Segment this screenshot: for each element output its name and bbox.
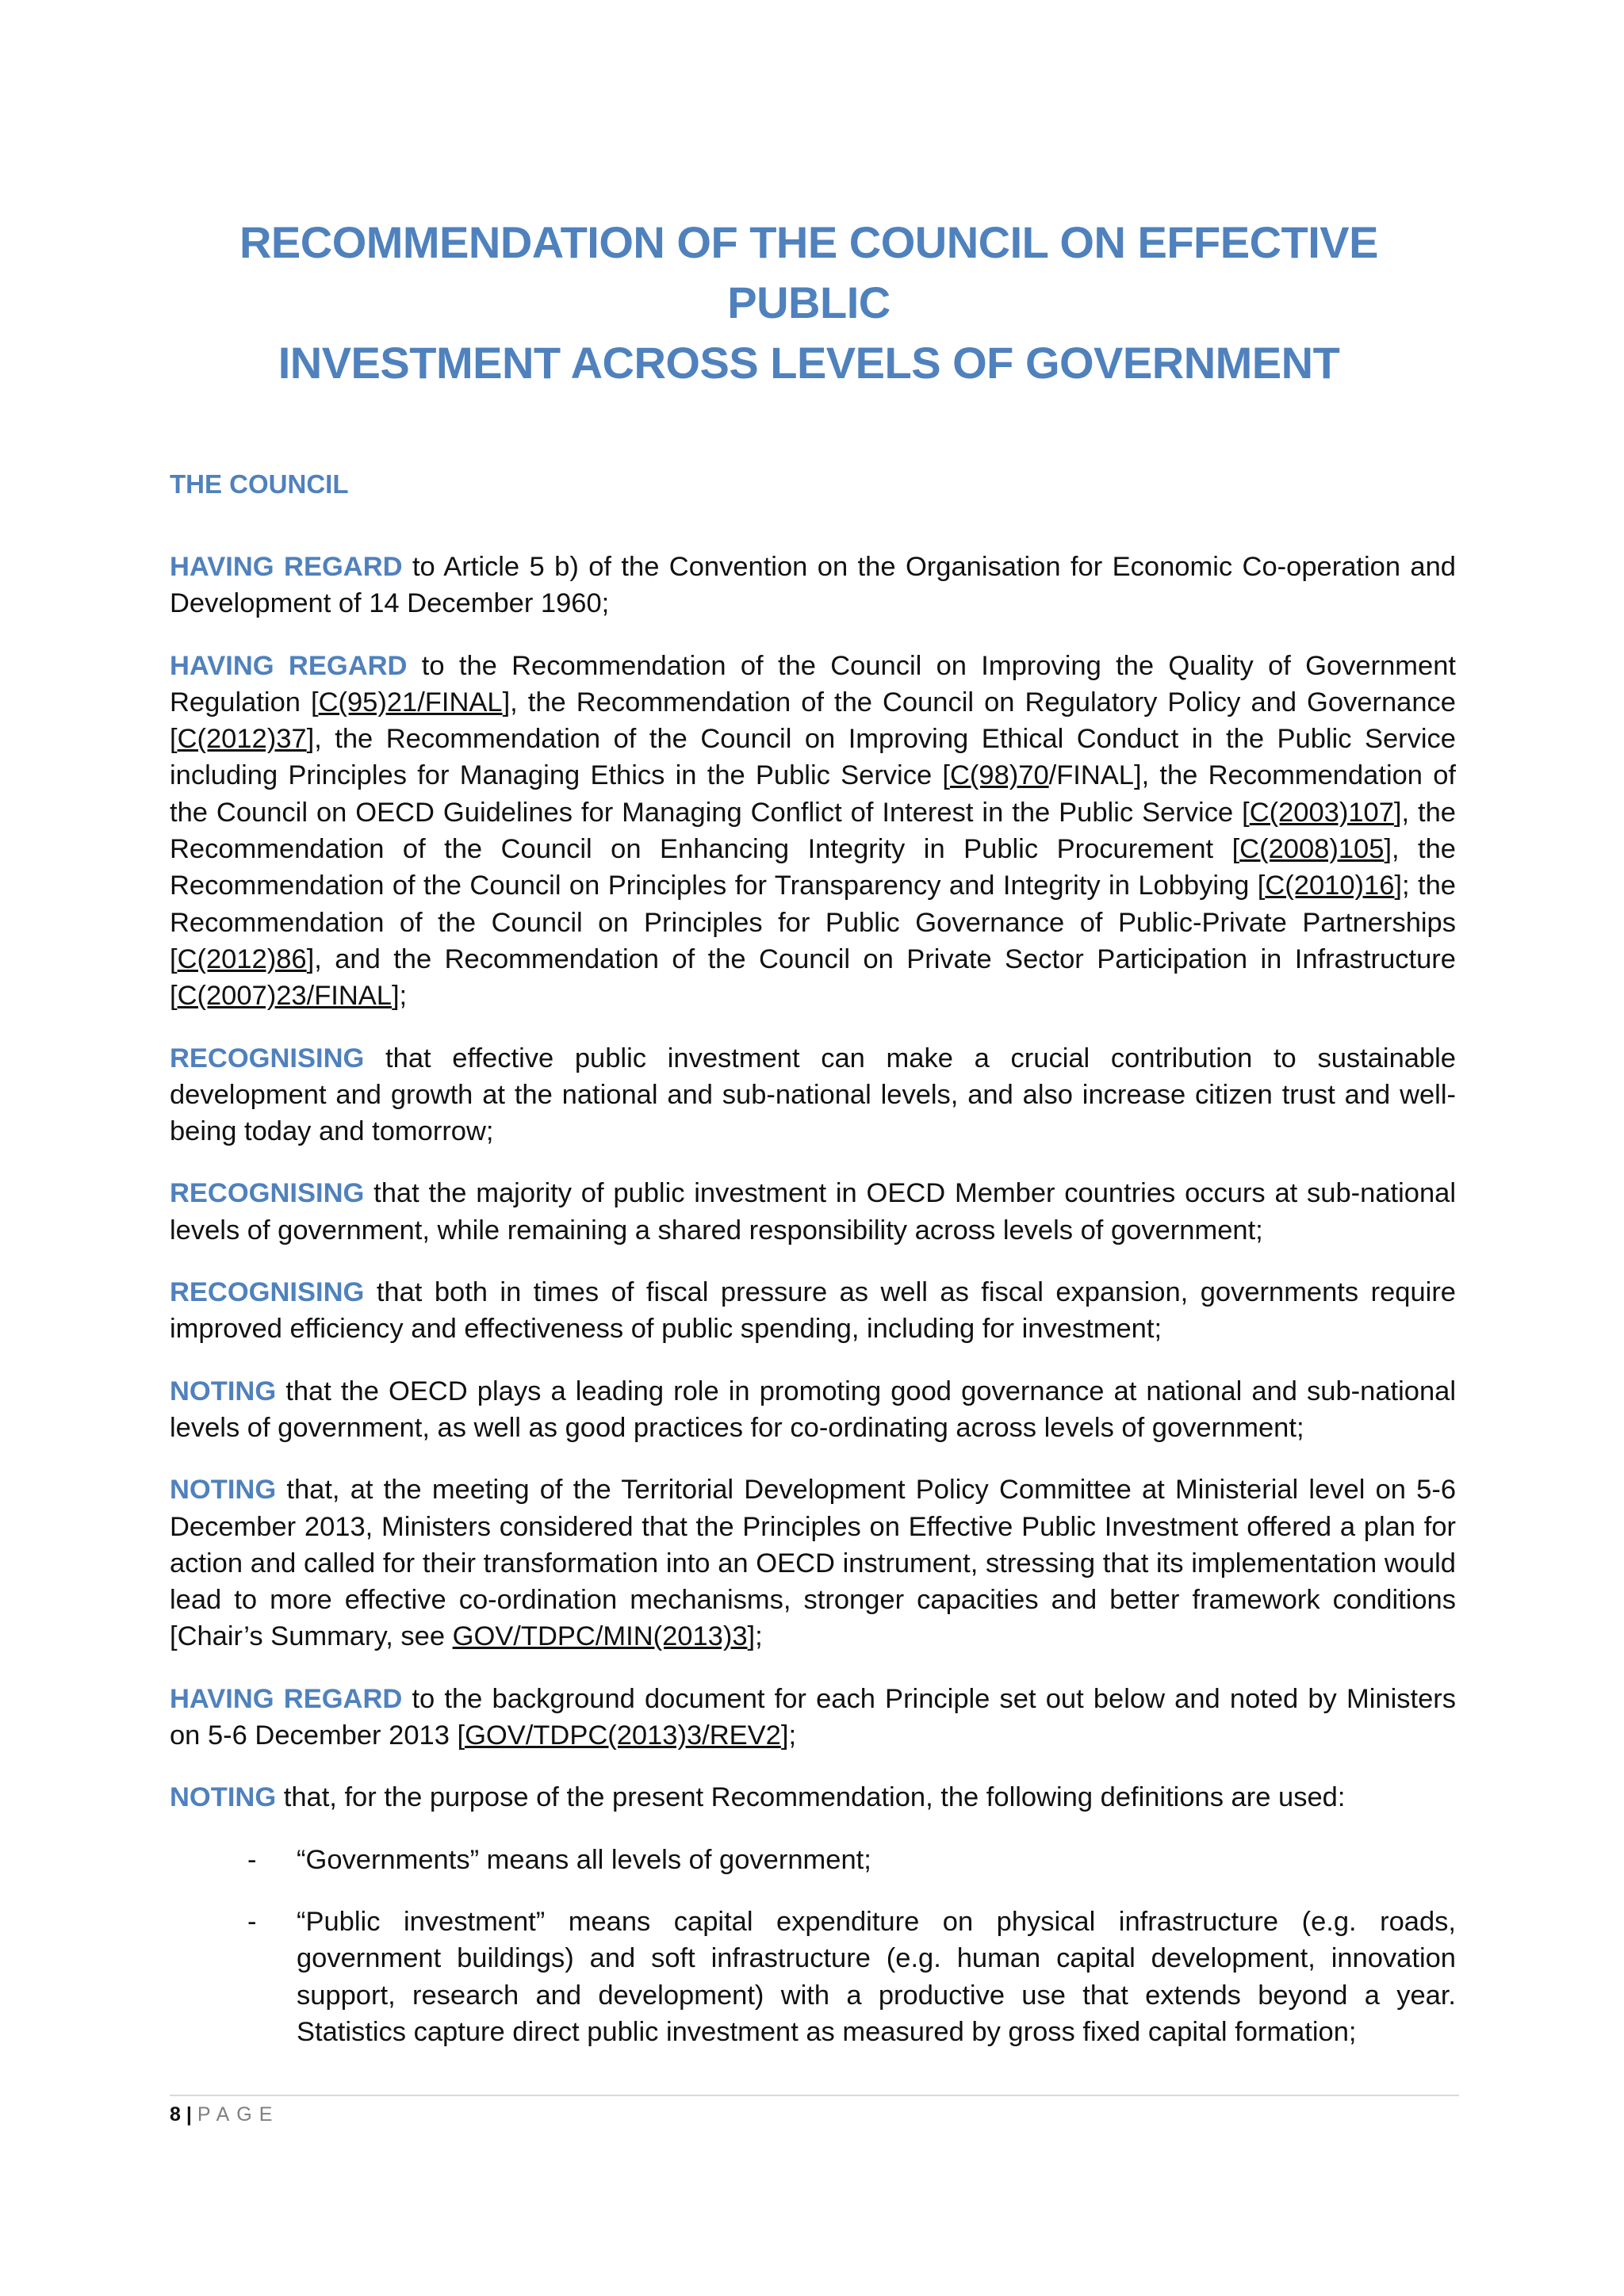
reference-link-c2003-107[interactable]: C(2003)107 — [1249, 797, 1394, 828]
paragraph-text: that, at the meeting of the Territorial Development Policy Committee at Ministerial level on 5-6 December 2013, Ministers considered that the Principles on Effective Public Investment offered a plan for action and called for their transformation into an OECD instrument, stressing that its implementation would lead to more effective co-ordination mechanisms, stronger capacities and better framework conditions [Chair’s Summary, see — [170, 1475, 1456, 1652]
paragraph-text: that both in times of fiscal pressure as well as fiscal expansion, governments require improved efficiency and effectiveness of public spending, including for investment; — [170, 1277, 1456, 1345]
paragraph-text: ]; — [391, 981, 408, 1012]
keyword: RECOGNISING — [170, 1178, 365, 1209]
page-number: 8 — [170, 2103, 181, 2126]
paragraph-text: ], the Recommendation of the Council on Principles for Transparency and Integrity in Lobbying [ — [170, 834, 1456, 901]
footer-divider — [170, 2095, 1459, 2096]
reference-link-c2008-105[interactable]: C(2008)105 — [1239, 834, 1385, 865]
paragraph-text: ], the Recommendation of the Council on Improving Ethical Conduct in the Public Service including Principles for Managing Ethics in the Public Service [ — [170, 724, 1456, 791]
paragraph-text: to Article 5 b) of the Convention on the Organisation for Economic Co-operation and Development of 14 December 1960; — [170, 552, 1456, 619]
definition-text: “Governments” means all levels of government; — [297, 1844, 871, 1875]
reference-link-c98-70[interactable]: C(98)70 — [949, 760, 1049, 791]
definitions-list — [170, 1842, 1456, 2050]
paragraph-recognising-contribution — [170, 1040, 1456, 1150]
paragraph-text: ]; — [747, 1621, 763, 1652]
paragraph-having-regard-background — [170, 1681, 1456, 1755]
definition-item-governments — [170, 1842, 1456, 1878]
title-line-1: RECOMMENDATION OF THE COUNCIL ON EFFECTIVE PUBLIC — [239, 217, 1379, 327]
reference-link-gov-tdpc-2013-3-rev2[interactable]: GOV/TDPC(2013)3/REV2 — [465, 1720, 781, 1751]
keyword: RECOGNISING — [170, 1277, 365, 1308]
paragraph-text: ], and the Recommendation of the Council on Private Sector Participation in Infrastructure [ — [170, 943, 1456, 1012]
reference-link-c2010-16[interactable]: C(2010)16 — [1265, 871, 1395, 901]
keyword: RECOGNISING — [170, 1043, 365, 1073]
list-dash: - — [247, 1906, 257, 1937]
paragraph-noting-oecd-role — [170, 1373, 1456, 1447]
keyword: HAVING REGARD — [170, 552, 403, 582]
paragraph-recognising-efficiency — [170, 1274, 1456, 1348]
reference-link-c95-21-final[interactable]: C(95)21/FINAL — [318, 687, 503, 718]
council-heading: THE COUNCIL — [170, 469, 349, 499]
paragraph-text: that, for the purpose of the present Recommendation, the following definitions are used: — [276, 1782, 1346, 1813]
definition-item-public-investment — [170, 1904, 1456, 2050]
reference-link-c2012-37[interactable]: C(2012)37 — [177, 724, 307, 755]
paragraph-text: ], the Recommendation of the Council on Enhancing Integrity in Public Procurement [ — [170, 797, 1456, 865]
paragraph-text: that the majority of public investment in OECD Member countries occurs at sub-national levels of government, while remaining a shared responsibility across levels of government; — [170, 1178, 1456, 1246]
keyword: HAVING REGARD — [170, 650, 408, 681]
paragraph-text: ], the Recommendation of the Council on Regulatory Policy and Governance [ — [170, 687, 1456, 755]
paragraph-recognising-subnational — [170, 1175, 1456, 1249]
footer-separator: | — [186, 2103, 192, 2126]
reference-link-c2012-86[interactable]: C(2012)86 — [177, 943, 307, 974]
list-dash: - — [247, 1844, 257, 1875]
paragraph-text: to the Recommendation of the Council on Improving the Quality of Government Regulation [ — [170, 650, 1456, 718]
paragraph-having-regard-convention — [170, 549, 1456, 622]
keyword: NOTING — [170, 1475, 277, 1506]
document-title — [159, 212, 1459, 393]
paragraph-having-regard-recommendations — [170, 648, 1456, 1015]
paragraph-noting-definitions — [170, 1779, 1456, 1816]
definition-text: “Public investment” means capital expenditure on physical infrastructure (e.g. roads, government buildings) and soft infrastructure (e.g. human capital development, innovation support, research and development) with a productive use that extends beyond a year. Statistics capture direct public investment as measured by gross fixed capital formation; — [297, 1906, 1456, 2047]
keyword: NOTING — [170, 1782, 277, 1813]
document-body — [170, 549, 1456, 2076]
keyword: NOTING — [170, 1376, 277, 1406]
paragraph-text: to the background document for each Principle set out below and noted by Ministers on 5-6 December 2013 [ — [170, 1683, 1456, 1751]
reference-link-c2007-23-final[interactable]: C(2007)23/FINAL — [177, 981, 392, 1012]
paragraph-text: /FINAL], the Recommendation of the Council on OECD Guidelines for Managing Conflict of Interest in the Public Service [ — [170, 760, 1456, 828]
reference-link-gov-tdpc-min-2013-3[interactable]: GOV/TDPC/MIN(2013)3 — [452, 1621, 748, 1652]
paragraph-text: ]; the Recommendation of the Council on Principles for Public Governance of Public-Private Partnerships [ — [170, 871, 1456, 974]
title-line-2: INVESTMENT ACROSS LEVELS OF GOVERNMENT — [278, 338, 1340, 388]
paragraph-text: ]; — [780, 1720, 797, 1751]
paragraph-text: that the OECD plays a leading role in promoting good governance at national and sub-national levels of government, as well as good practices for co-ordinating across levels of government; — [170, 1376, 1456, 1443]
paragraph-noting-ministerial-meeting — [170, 1471, 1456, 1655]
page-label: PAGE — [197, 2103, 280, 2126]
page-footer — [170, 2101, 279, 2128]
keyword: HAVING REGARD — [170, 1683, 403, 1714]
paragraph-text: that effective public investment can make a crucial contribution to sustainable development and growth at the national and sub-national levels, and also increase citizen trust and well-being today and tomorrow; — [170, 1043, 1456, 1147]
